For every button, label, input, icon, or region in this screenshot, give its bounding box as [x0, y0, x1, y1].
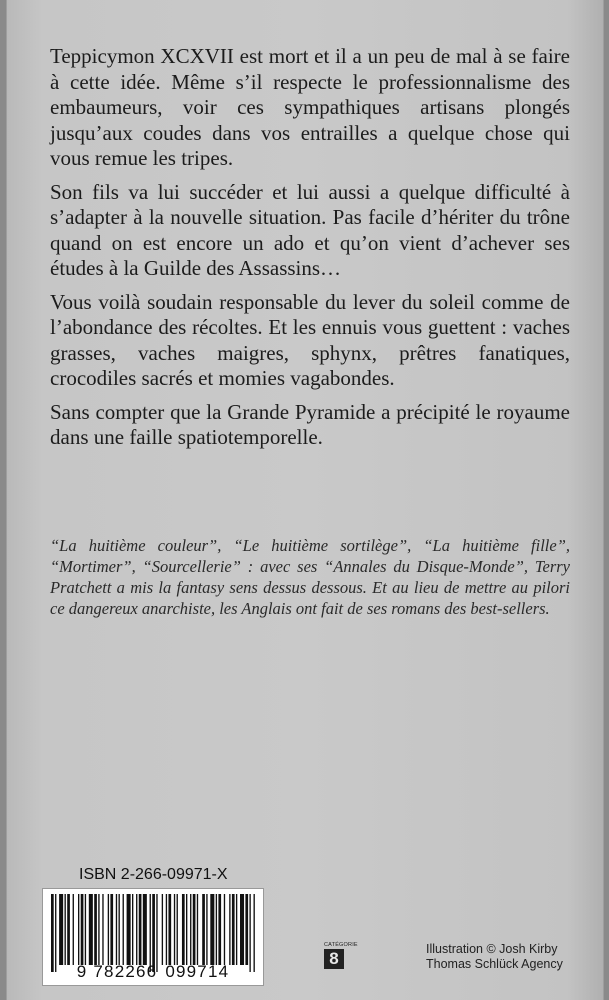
barcode-digits: [43, 962, 263, 982]
credit-line-illustration: Illustration © Josh Kirby: [426, 942, 558, 956]
blurb-paragraph: Vous voilà soudain responsable du lever du soleil comme de l’abondance des récoltes. Et les ennuis vous guettent : vaches grasses, vaches maigres, sphynx, prêtres fanatiques, crocodiles sacrés et momies vagabondes.: [50, 289, 570, 390]
illustration-credits: [426, 942, 563, 972]
blurb-paragraph: Teppicymon XCXVII est mort et il a un peu de mal à se faire à cette idée. Même s’il respecte le professionnalisme des embaumeurs, voir ces sympathiques artisans plongés jusqu’aux coudes dans vos entrailles a quelque chose qui vous remue les tripes.: [50, 44, 570, 170]
barcode: [42, 888, 264, 986]
blurb-paragraph: Sans compter que la Grande Pyramide a précipité le royaume dans une faille spatiotemporelle.: [50, 399, 570, 449]
barcode-right-group: 099714: [165, 962, 230, 981]
blurb-paragraph: Son fils va lui succéder et lui aussi a quelque difficulté à s’adapter à la nouvelle situation. Pas facile d’hériter du trône quand on est encore un ado et qu’on vient d’achever ses études à la Guilde des Assassins…: [50, 179, 570, 280]
book-back-cover: [6, 0, 604, 1000]
isbn-label: ISBN 2-266-09971-X: [79, 866, 228, 883]
category-label: CATÉGORIE: [324, 942, 358, 948]
category-badge: [324, 942, 358, 969]
category-number: 8: [324, 949, 344, 969]
blurb-text: [50, 44, 570, 459]
author-quote: “La huitième couleur”, “Le huitième sortilège”, “La huitième fille”, “Mortimer”, “Sourcellerie” : avec ses “Annales du Disque-Monde”, Terry Pratchett a mis la fantasy sens dessus dessous. Et au lieu de mettre au pilori ce dangereux anarchiste, les Anglais ont fait de ses romans des best-sellers.: [50, 536, 570, 618]
barcode-first-digit: 9: [76, 962, 88, 981]
credit-line-agency: Thomas Schlück Agency: [426, 957, 563, 971]
barcode-left-group: 782266: [93, 962, 158, 981]
